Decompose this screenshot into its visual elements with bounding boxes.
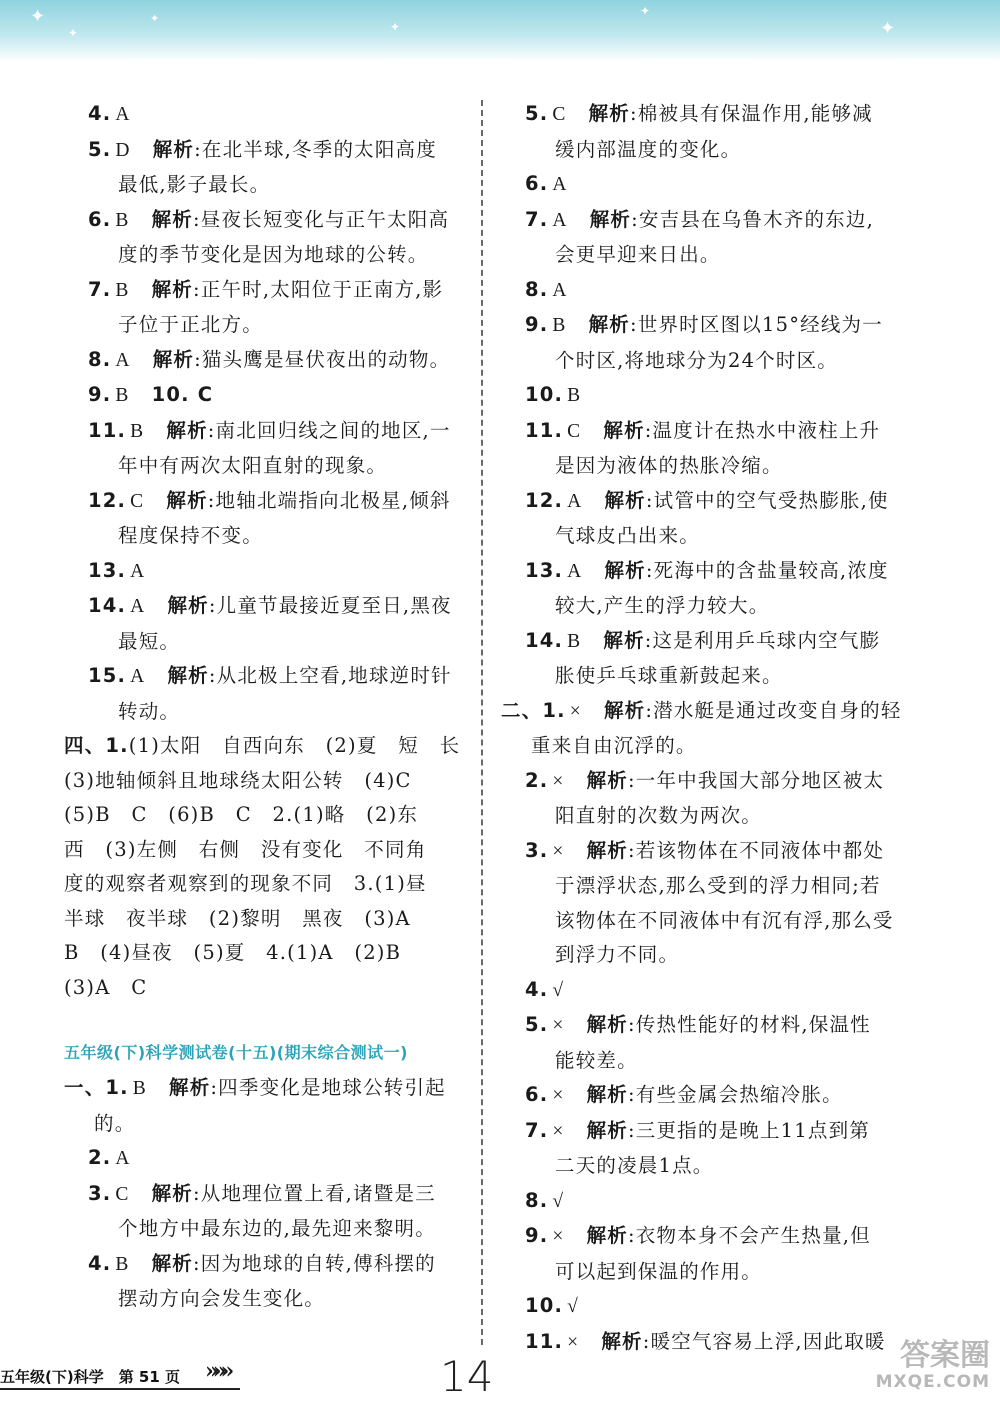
analysis-label: 解析 — [151, 207, 194, 231]
answer-item — [525, 1008, 915, 1078]
section-four-line: B (4)昼夜 (5)夏 4.(1)A (2)B — [64, 941, 402, 964]
answer-choice: B — [115, 209, 130, 231]
right-column — [501, 97, 915, 1360]
answer-item — [88, 659, 468, 729]
answer-item — [88, 378, 468, 414]
answer-choice: B — [567, 385, 582, 406]
analysis-text: :安吉县在乌鲁木齐的东边, — [631, 207, 874, 231]
sparkle-icon: ✦ — [150, 12, 160, 25]
answer-choice: C — [130, 490, 145, 512]
section-four-line: (3)地轴倾斜且地球绕太阳公转 (4)C — [64, 768, 412, 792]
answer-choice: B — [552, 315, 567, 336]
question-number: 8. — [88, 347, 112, 371]
question-number: 15. — [88, 664, 127, 687]
answer-item — [525, 1184, 915, 1220]
question-number: 9. — [88, 383, 112, 406]
analysis-text: :棉被具有保温作用,能够减 — [630, 102, 873, 125]
answer-choice: A — [552, 279, 568, 301]
analysis-label: 解析 — [586, 1118, 628, 1142]
answer-item — [525, 1078, 915, 1114]
answer-item — [88, 97, 468, 133]
analysis-continuation: 可以起到保温的作用。 — [555, 1259, 763, 1283]
answer-choice: B — [132, 1078, 147, 1099]
answer-choice: B — [115, 1253, 130, 1275]
analysis-text: :死海中的含盐量较高,浓度 — [645, 558, 889, 582]
answer-choice: × — [569, 700, 582, 722]
analysis-continuation: 该物体在不同液体中有沉有浮,那么受 — [555, 908, 894, 932]
analysis-continuation: 子位于正北方。 — [118, 313, 263, 336]
analysis-label: 解析 — [588, 102, 631, 125]
analysis-label: 解析 — [586, 768, 628, 792]
analysis-text: :正午时,太阳位于正南方,影 — [193, 277, 444, 301]
question-number: 10. — [525, 383, 564, 406]
analysis-label: 解析 — [604, 558, 646, 582]
question-number: 7. — [525, 1118, 549, 1142]
question-number: 6. — [525, 1083, 549, 1106]
question-number: 5. — [88, 137, 112, 161]
answer-choice: B — [115, 279, 130, 301]
analysis-text: :从北极上空看,地球逆时针 — [208, 664, 452, 687]
analysis-text: :有些金属会热缩冷胀。 — [628, 1083, 843, 1106]
section-four-line: 半球 夜半球 (2)黎明 黑夜 (3)A — [64, 906, 411, 930]
answer-choice: B — [130, 420, 145, 442]
question-number: 14. — [525, 628, 564, 652]
column-divider — [481, 100, 483, 1345]
answer-choice: A — [552, 174, 568, 195]
analysis-text: :南北回归线之间的地区,一 — [207, 418, 451, 442]
analysis-label: 解析 — [167, 594, 209, 617]
answer-choice: D — [115, 139, 131, 161]
analysis-continuation: 能较差。 — [555, 1048, 638, 1072]
analysis-continuation: 个地方中最东边的,最先迎来黎明。 — [118, 1217, 436, 1240]
answer-choice: × — [567, 1331, 580, 1353]
question-number: 11. — [525, 418, 564, 442]
arrow-decoration-icon: »»» — [205, 1358, 229, 1384]
answer-item — [88, 589, 468, 659]
answer-item — [88, 1247, 468, 1317]
analysis-label: 解析 — [601, 1329, 643, 1353]
analysis-label: 解析 — [166, 418, 208, 442]
analysis-text: :暖空气容易上浮,因此取暖 — [642, 1329, 886, 1353]
answer-choice: √ — [552, 1190, 565, 1212]
analysis-text: :因为地球的自转,傅科摆的 — [193, 1251, 436, 1275]
analysis-label: 解析 — [152, 347, 195, 371]
analysis-label: 解析 — [586, 1083, 628, 1106]
analysis-continuation: 胀使乒乓球重新鼓起来。 — [555, 664, 783, 687]
answer-choice: B — [567, 630, 582, 652]
answer-choice: A — [115, 104, 131, 125]
analysis-continuation: 是因为液体的热胀冷缩。 — [555, 454, 783, 477]
answer-item — [88, 484, 468, 554]
analysis-text: :试管中的空气受热膨胀,使 — [645, 488, 889, 512]
section-four-line: (1)太阳 自西向东 (2)夏 短 长 — [128, 734, 461, 757]
answer-item — [525, 834, 915, 973]
answer-item — [525, 203, 915, 273]
analysis-continuation: 重来自由沉浮的。 — [531, 734, 697, 757]
left-column — [64, 97, 468, 1317]
sparkle-icon: ✦ — [30, 6, 46, 27]
page-footer: 五年级(下)科学 第 51 页 — [0, 1368, 181, 1386]
analysis-continuation: 最短。 — [118, 629, 181, 653]
answer-choice: × — [552, 770, 565, 792]
answer-item — [525, 764, 915, 834]
analysis-continuation: 程度保持不变。 — [118, 524, 263, 547]
analysis-label: 解析 — [586, 1224, 628, 1247]
section-four-line: 西 (3)左侧 右侧 没有变化 不同角 — [64, 837, 427, 861]
question-number: 3. — [525, 838, 549, 862]
question-number: 8. — [525, 1188, 549, 1212]
answer-item — [88, 133, 468, 203]
analysis-text: :在北半球,冬季的太阳高度 — [194, 137, 437, 161]
analysis-continuation: 年中有两次太阳直射的现象。 — [118, 454, 388, 477]
question-number: 11. — [525, 1329, 564, 1353]
sparkle-icon: ✦ — [880, 18, 896, 39]
analysis-label: 解析 — [588, 313, 631, 336]
answer-choice: × — [552, 1015, 565, 1036]
analysis-continuation: 会更早迎来日出。 — [555, 243, 721, 266]
answer-choice: C — [567, 420, 582, 442]
answer-item — [88, 1177, 468, 1247]
answer-item — [88, 414, 468, 484]
analysis-continuation: 到浮力不同。 — [555, 943, 680, 966]
analysis-label: 解析 — [151, 1181, 194, 1205]
question-number: 5. — [525, 102, 549, 125]
answer-item — [64, 1071, 468, 1141]
analysis-label: 解析 — [151, 277, 194, 301]
analysis-continuation: 阳直射的次数为两次。 — [555, 804, 763, 827]
analysis-continuation: 二天的凌晨1点。 — [555, 1154, 714, 1177]
analysis-text: :世界时区图以15°经线为一 — [630, 313, 883, 336]
answer-choice: C — [115, 1183, 130, 1205]
answer-choice: C — [552, 104, 567, 125]
analysis-text: :三更指的是晚上11点到第 — [628, 1118, 870, 1142]
answer-choice: × — [552, 840, 565, 862]
question-number: 2. — [88, 1146, 112, 1169]
analysis-label: 解析 — [603, 698, 646, 722]
answer-item — [525, 484, 915, 554]
analysis-continuation: 的。 — [94, 1111, 136, 1135]
analysis-text: :从地理位置上看,诸暨是三 — [193, 1181, 436, 1205]
question-number: 9. — [525, 1224, 549, 1247]
answer-choice: A — [567, 490, 583, 512]
analysis-text: :若该物体在不同液体中都处 — [628, 838, 885, 862]
watermark-logo: 答案圈 MXQE.COM — [875, 1338, 990, 1392]
answer-item — [525, 1289, 915, 1325]
answer-item — [88, 273, 468, 343]
question-number: 6. — [525, 172, 549, 195]
analysis-label: 解析 — [603, 628, 645, 652]
question-number: 3. — [88, 1181, 112, 1205]
analysis-label: 解析 — [604, 488, 646, 512]
analysis-continuation: 于漂浮状态,那么受到的浮力相同;若 — [555, 874, 881, 897]
analysis-text: :昼夜长短变化与正午太阳高 — [193, 207, 450, 231]
answer-item — [525, 97, 915, 167]
sparkle-icon: ✦ — [390, 20, 401, 34]
answer-choice: A — [130, 596, 146, 617]
analysis-continuation: 个时区,将地球分为24个时区。 — [555, 348, 839, 372]
section-four-prefix: 四、1. — [64, 734, 129, 757]
question-number: 11. — [88, 418, 127, 442]
question-number: 10. — [525, 1294, 564, 1317]
question-number: 一、1. — [64, 1076, 129, 1099]
answer-item — [525, 378, 915, 414]
analysis-continuation: 转动。 — [118, 699, 181, 723]
analysis-continuation: 气球皮凸出来。 — [555, 524, 700, 547]
question-number: 5. — [525, 1013, 549, 1036]
answer-choice: A — [115, 349, 131, 371]
answer-choice: × — [552, 1120, 565, 1142]
answer-choice: A — [552, 209, 568, 231]
question-number: 13. — [88, 558, 127, 582]
answer-item — [525, 308, 915, 378]
analysis-text: :四季变化是地球公转引起 — [210, 1076, 446, 1099]
question-number: 9. — [525, 313, 549, 336]
question-number: 8. — [525, 277, 549, 301]
question-number: 7. — [525, 207, 549, 231]
analysis-label: 10. C — [151, 383, 214, 406]
analysis-label: 解析 — [589, 207, 632, 231]
answer-choice: A — [115, 1148, 131, 1169]
answer-choice: A — [130, 666, 146, 687]
analysis-text: :衣物本身不会产生热量,但 — [628, 1224, 871, 1247]
question-number: 二、1. — [501, 698, 566, 722]
answer-item — [525, 624, 915, 694]
answer-choice: B — [115, 385, 130, 406]
answer-item — [88, 554, 468, 590]
question-number: 12. — [88, 488, 127, 512]
answer-choice: √ — [567, 1296, 580, 1317]
analysis-label: 解析 — [586, 838, 628, 862]
answer-item — [525, 1219, 915, 1289]
answer-item — [88, 343, 468, 379]
footer-rule — [0, 1388, 240, 1390]
analysis-label: 解析 — [151, 1251, 194, 1275]
section-four-line: (5)B C (6)B C 2.(1)略 (2)东 — [64, 803, 419, 826]
answer-item — [525, 973, 915, 1009]
answer-item — [525, 554, 915, 624]
question-number: 4. — [88, 1251, 112, 1275]
analysis-text: :这是利用乒乓球内空气膨 — [644, 628, 881, 652]
sparkle-icon: ✦ — [68, 26, 79, 40]
analysis-label: 解析 — [167, 664, 209, 687]
answer-choice: A — [130, 560, 146, 582]
section-four-line: 度的观察者观察到的现象不同 3.(1)昼 — [64, 872, 427, 895]
answer-item — [88, 1141, 468, 1177]
analysis-text: :猫头鹰是昼伏夜出的动物。 — [194, 347, 451, 371]
answer-item — [501, 694, 915, 764]
test-section-title: 五年级(下)科学测试卷(十五)(期末综合测试一) — [64, 1043, 408, 1062]
answer-item — [88, 203, 468, 273]
sparkle-icon: ✦ — [640, 4, 651, 18]
question-number: 6. — [88, 207, 112, 231]
analysis-continuation: 缓内部温度的变化。 — [555, 137, 742, 161]
answer-item — [525, 167, 915, 203]
analysis-text: :地轴北端指向北极星,倾斜 — [207, 488, 451, 512]
question-number: 4. — [88, 102, 112, 125]
answer-choice: √ — [552, 979, 565, 1001]
answer-item — [525, 273, 915, 309]
question-number: 4. — [525, 977, 549, 1001]
answer-choice: × — [552, 1226, 565, 1247]
analysis-text: :一年中我国大部分地区被太 — [628, 768, 885, 792]
analysis-label: 解析 — [603, 418, 645, 442]
analysis-continuation: 较大,产生的浮力较大。 — [555, 594, 770, 617]
answer-choice: × — [552, 1085, 565, 1106]
question-number: 14. — [88, 594, 127, 617]
analysis-text: :传热性能好的材料,保温性 — [628, 1013, 871, 1036]
analysis-text: :潜水艇是通过改变自身的轻 — [645, 698, 902, 722]
analysis-label: 解析 — [152, 137, 195, 161]
analysis-text: :儿童节最接近夏至日,黑夜 — [208, 594, 452, 617]
question-number: 13. — [525, 558, 564, 582]
analysis-text: :温度计在热水中液柱上升 — [644, 418, 881, 442]
analysis-label: 解析 — [169, 1076, 211, 1099]
section-four-line: (3)A C — [64, 975, 148, 999]
decorative-header-band — [0, 0, 1000, 62]
answer-item — [525, 1114, 915, 1184]
section-four-answers — [64, 729, 468, 1005]
handwritten-page-number: 14 — [440, 1352, 494, 1401]
analysis-continuation: 度的季节变化是因为地球的公转。 — [118, 243, 429, 266]
question-number: 12. — [525, 488, 564, 512]
analysis-label: 解析 — [166, 488, 208, 512]
analysis-continuation: 最低,影子最长。 — [118, 173, 271, 196]
question-number: 2. — [525, 768, 549, 792]
answer-choice: A — [567, 560, 583, 582]
question-number: 7. — [88, 277, 112, 301]
analysis-label: 解析 — [586, 1013, 628, 1036]
analysis-continuation: 摆动方向会发生变化。 — [118, 1287, 326, 1310]
answer-item — [525, 414, 915, 484]
